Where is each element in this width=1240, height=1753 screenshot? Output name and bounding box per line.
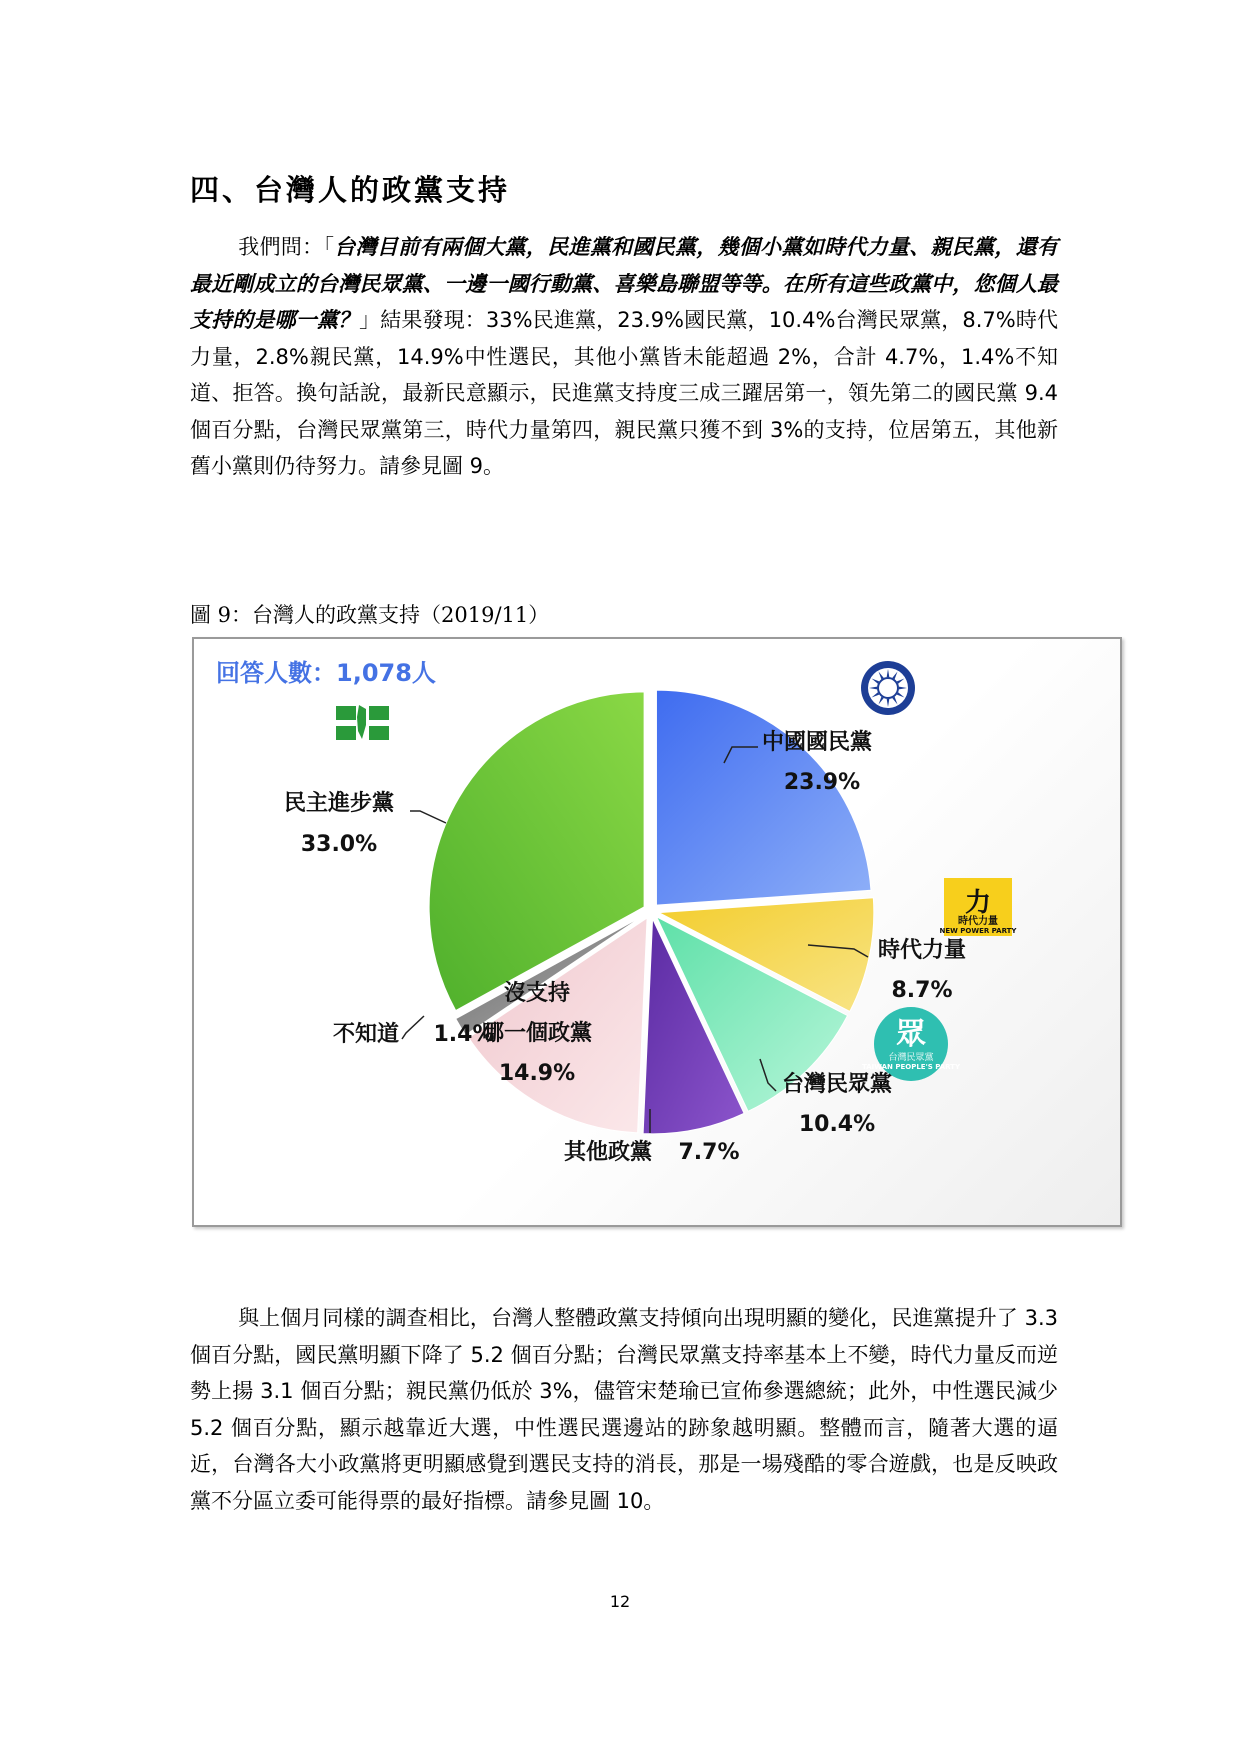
slice-label-npp: 時代力量 [877,938,967,963]
slice-label-neutral: 哪一個政黨 [481,1021,593,1046]
svg-text:時代力量: 時代力量 [958,916,998,927]
para1-lead: 我們問：「 [238,235,335,259]
survey-question: 台灣目前有兩個大黨，民進黨和國民黨，幾個小黨如時代力量、親民黨，還有最近剛成立的台灣民眾黨、一邊一國行動黨、喜樂島聯盟等等。在所有這些政黨中，您個人最支持的是哪一黨？ [190,235,1059,332]
slice-value-kmt: 23.9% [783,770,861,795]
svg-text:NEW POWER PARTY: NEW POWER PARTY [939,927,1017,935]
slice-label-unknown: 不知道 [332,1022,399,1047]
page-number: 12 [609,1592,631,1611]
slice-value-tpp: 10.4% [798,1112,876,1137]
slice-label-tpp: 台灣民眾黨 [781,1072,893,1097]
slice-value-other: 7.7% [678,1140,740,1165]
svg-text:眾: 眾 [896,1017,926,1052]
slice-label-dpp: 民主進步黨 [283,791,395,816]
figure-caption: 圖 9：台灣人的政黨支持（2019/11） [190,603,550,627]
slice-value-neutral: 14.9% [498,1061,576,1086]
npp-logo-icon [939,878,1017,936]
pie-slice-kmt [656,690,873,905]
slice-value-unknown: 1.4% [433,1022,495,1047]
kmt-logo-icon [861,661,915,715]
respondent-count: 回答人數：1,078人 [216,659,436,687]
svg-text:TAIWAN PEOPLE'S PARTY: TAIWAN PEOPLE'S PARTY [861,1063,961,1071]
pie-chart-panel [192,637,1122,1227]
para2-text: 與上個月同樣的調查相比，台灣人整體政黨支持傾向出現明顯的變化，民進黨提升了 3.3 個百分點，國民黨明顯下降了 5.2 個百分點；台灣民眾黨支持率基本上不變，時代力量反而逆勢上揚 3.1 個百分點；親民黨仍低於 3%，儘管宋楚瑜已宣佈參選總統；此外，中性選民減少 5.2 個百分點，顯示越靠近大選，中性選民選邊站的跡象越明顯。整體而言，隨著大選的逼近，台灣各大小政黨將更明顯感覺到選民支持的消長，那是一場殘酷的零合遊戲，也是反映政黨不分區立委可能得票的最好指標。請參見圖 10。 [190,1306,1058,1513]
section-heading: 四、台灣人的政黨支持 [190,173,511,207]
svg-text:力: 力 [964,888,992,918]
leader-line-dpp [410,811,446,823]
leader-line-unknown [402,1016,424,1039]
svg-text:台灣民眾黨: 台灣民眾黨 [888,1053,934,1063]
paragraph-1 [190,229,1058,485]
slice-value-dpp: 33.0% [300,832,378,857]
pie-chart [194,639,1120,1225]
paragraph-2 [190,1300,1058,1519]
dpp-logo-icon [336,705,389,740]
slice-label-kmt: 中國國民黨 [762,730,873,755]
tpp-logo-icon [862,1007,961,1081]
para1-findings: 」結果發現：33%民進黨，23.9%國民黨，10.4%台灣民眾黨，8.7%時代力量，2.8%親民黨，14.9%中性選民，其他小黨皆未能超過 2%，合計 4.7%，1.4%不知道、拒答。換句話說，最新民意顯示，民進黨支持度三成三躍居第一，領先第二的國民黨 9.4 個百分點，台灣民眾黨第三，時代力量第四，親民黨只獲不到 3%的支持，位居第五，其他新舊小黨則仍待努力。請參見圖 9。 [190,308,1059,478]
slice-label-neutral: 沒支持 [503,981,571,1006]
slice-value-npp: 8.7% [891,978,953,1003]
slice-label-other: 其他政黨 [563,1140,653,1165]
